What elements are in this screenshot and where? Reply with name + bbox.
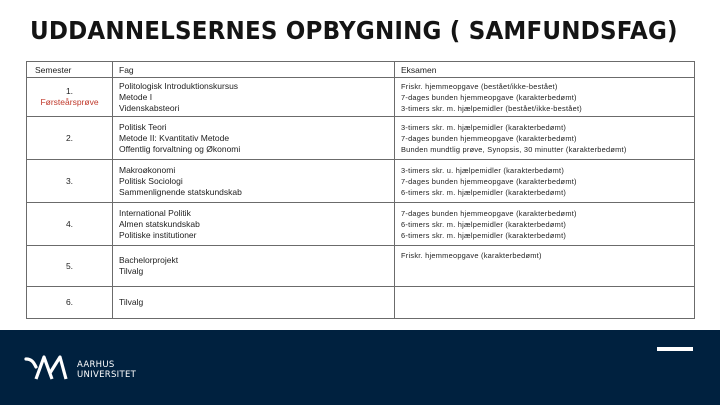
eksamen-item: 7-dages bunden hjemmeopgave (karakterbedømt): [401, 133, 577, 143]
column-header-fag: Fag: [113, 62, 395, 78]
eksamen-cell: [395, 160, 695, 203]
column-header-semester: Semester: [27, 62, 113, 78]
fag-item: Politologisk Introduktionskursus: [119, 80, 239, 91]
table-row: [27, 203, 695, 246]
semester-cell: [27, 78, 113, 117]
slide-accent-bar: [657, 347, 693, 351]
semester-cell: 5.: [27, 246, 113, 287]
university-name-line2: UNIVERSITET: [77, 370, 137, 380]
eksamen-cell: [395, 203, 695, 246]
eksamen-item: 7-dages bunden hjemmeopgave (karakterbedømt): [401, 208, 577, 218]
semester-cell: 3.: [27, 160, 113, 203]
fag-cell: [113, 78, 395, 117]
fag-item: Politisk Teori: [119, 121, 167, 132]
fag-item: Tilvalg: [119, 297, 144, 307]
eksamen-item: 7-dages bunden hjemmeopgave (karakterbedømt): [401, 92, 577, 102]
fag-cell: [113, 246, 395, 287]
eksamen-item: 7-dages bunden hjemmeopgave (karakterbedømt): [401, 176, 577, 186]
fag-cell: [113, 203, 395, 246]
education-structure-table: [26, 61, 695, 319]
fag-item: Tilvalg: [119, 266, 144, 276]
column-header-eksamen: Eksamen: [395, 62, 695, 78]
eksamen-item: 3-timers skr. m. hjælpemidler (bestået/ikke-bestået): [401, 103, 582, 113]
fag-item: Politiske institutioner: [119, 229, 197, 240]
fag-item: Sammenlignende statskundskab: [119, 186, 242, 197]
eksamen-item: 3-timers skr. m. hjælpemidler (karakterbedømt): [401, 122, 567, 132]
eksamen-cell: [395, 78, 695, 117]
table-header-row: [27, 62, 695, 78]
eksamen-item: 6-timers skr. m. hjælpemidler (karakterbedømt): [401, 230, 567, 240]
fag-cell: [113, 117, 395, 160]
table-row: [27, 246, 695, 287]
fag-item: Almen statskundskab: [119, 218, 200, 229]
semester-note: Førsteårsprøve: [40, 97, 99, 107]
table-row: [27, 160, 695, 203]
eksamen-item: 3-timers skr. u. hjælpemidler (karakterbedømt): [401, 165, 565, 175]
fag-item: Videnskabsteori: [119, 102, 180, 113]
fag-item: Politisk Sociologi: [119, 175, 183, 186]
semester-cell: 2.: [27, 117, 113, 160]
table-row: [27, 287, 695, 319]
fag-cell: [113, 160, 395, 203]
fag-item: Offentlig forvaltning og Økonomi: [119, 143, 241, 154]
aarhus-university-logo-icon: [24, 353, 68, 381]
semester-cell: 6.: [27, 287, 113, 319]
eksamen-item: Friskr. hjemmeopgave (karakterbedømt): [401, 251, 542, 260]
eksamen-item: Bunden mundtlig prøve, Synopsis, 30 minutter (karakterbedømt): [401, 144, 627, 154]
table-row: [27, 117, 695, 160]
table-row: [27, 78, 695, 117]
eksamen-item: Friskr. hjemmeopgave (bestået/ikke-bestået): [401, 81, 558, 91]
eksamen-cell: [395, 246, 695, 287]
fag-item: Makroøkonomi: [119, 164, 176, 175]
fag-item: Metode II: Kvantitativ Metode: [119, 132, 230, 143]
eksamen-cell: [395, 287, 695, 319]
semester-number: 1.: [65, 86, 74, 96]
fag-cell: [113, 287, 395, 319]
fag-item: International Politik: [119, 207, 191, 218]
eksamen-cell: [395, 117, 695, 160]
eksamen-item: 6-timers skr. m. hjælpemidler (karakterbedømt): [401, 219, 567, 229]
fag-item: Metode I: [119, 91, 153, 102]
page-title: UDDANNELSERNES OPBYGNING ( SAMFUNDSFAG): [30, 16, 678, 45]
fag-item: Bachelorprojekt: [119, 255, 179, 265]
university-name-line1: AARHUS: [77, 360, 115, 370]
eksamen-item: 6-timers skr. m. hjælpemidler (karakterbedømt): [401, 187, 567, 197]
semester-cell: 4.: [27, 203, 113, 246]
